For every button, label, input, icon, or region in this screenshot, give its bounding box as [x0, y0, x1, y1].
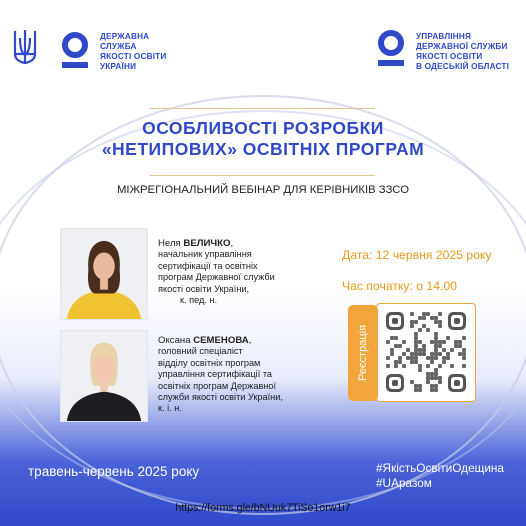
- speaker-first-name: Оксана: [158, 335, 191, 346]
- page-subtitle: МІЖРЕГІОНАЛЬНИЙ ВЕБІНАР ДЛЯ КЕРІВНИКІВ ЗЗСО: [117, 184, 409, 196]
- speaker-name: [158, 335, 298, 346]
- right-org-line: ЯКОСТІ ОСВІТИ: [416, 52, 483, 61]
- left-org-line: УКРАЇНИ: [100, 62, 137, 71]
- left-organization-name: [100, 32, 200, 72]
- right-org-line: В ОДЕСЬКІЙ ОБЛАСТІ: [416, 62, 510, 71]
- speaker-title-line: головний спеціаліст: [158, 346, 243, 357]
- registration-qr-code-icon[interactable]: [386, 312, 466, 392]
- speaker-name-suffix: ,: [248, 335, 252, 346]
- divider-top: [150, 108, 375, 109]
- speaker-title-line: начальник управління: [158, 249, 252, 260]
- speaker-name-suffix: ,: [230, 238, 234, 249]
- left-org-line: ДЕРЖАВНА: [100, 32, 150, 41]
- speaker-title-line: служби якості освіти України,: [158, 392, 283, 403]
- right-org-line: УПРАВЛІННЯ: [416, 32, 472, 41]
- speaker-title-line: відділу освітніх програм: [158, 357, 261, 368]
- service-ring-logo-icon: [378, 30, 404, 56]
- event-period: травень-червень 2025 року: [28, 464, 200, 479]
- hashtag-link[interactable]: #ЯкістьОсвітиОдещина: [376, 461, 504, 475]
- speaker-title-line: управління сертифікації та: [158, 369, 273, 380]
- event-start-time: Час початку: о 14.00: [342, 279, 457, 293]
- speaker-info: [158, 238, 293, 306]
- page-title: [40, 118, 486, 160]
- title-line: ОСОБЛИВОСТІ РОЗРОБКИ: [142, 118, 384, 138]
- title-line: «НЕТИПОВИХ» ОСВІТНІХ ПРОГРАМ: [101, 139, 425, 159]
- left-org-line: СЛУЖБА: [100, 42, 137, 51]
- speaker-title-line: к. пед. н.: [180, 295, 218, 306]
- divider-bottom: [150, 175, 375, 176]
- right-organization-name: [416, 32, 526, 72]
- speaker-last-name: ВЕЛИЧКО: [183, 238, 231, 249]
- hashtags: [376, 461, 504, 491]
- speaker-portrait-icon: [61, 331, 147, 421]
- trident-emblem-icon: [12, 28, 38, 66]
- speaker-info: [158, 335, 298, 415]
- speaker-first-name: Неля: [158, 238, 181, 249]
- service-ring-logo-icon: [62, 32, 88, 58]
- registration-url-link[interactable]: https://forms.gle/bNUuk7TiSe1orw1i7: [175, 502, 351, 514]
- register-button-label: Реєстрація: [357, 324, 369, 382]
- service-logo-bar: [378, 60, 404, 66]
- service-logo-bar: [62, 62, 88, 68]
- speaker-title-line: програм Державної служби: [158, 272, 275, 283]
- register-button[interactable]: [348, 305, 378, 401]
- speaker-last-name: СЕМЕНОВА: [193, 335, 249, 346]
- speaker-name: [158, 238, 293, 249]
- left-org-line: ЯКОСТІ ОСВІТИ: [100, 52, 167, 61]
- speaker-title-line: якості освіти України,: [158, 283, 250, 294]
- speaker-photo: [60, 330, 148, 422]
- speaker-title-line: к. і. н.: [158, 403, 182, 414]
- speaker-portrait-icon: [61, 229, 147, 319]
- speaker-title-line: освітніх програм Державної: [158, 380, 277, 391]
- speaker-photo: [60, 228, 148, 320]
- speaker-title-line: сертифікації та освітніх: [158, 260, 258, 271]
- hashtag-link[interactable]: #UАразом: [376, 476, 432, 490]
- event-date: Дата: 12 червня 2025 року: [342, 248, 492, 262]
- right-org-line: ДЕРЖАВНОЇ СЛУЖБИ: [416, 42, 508, 51]
